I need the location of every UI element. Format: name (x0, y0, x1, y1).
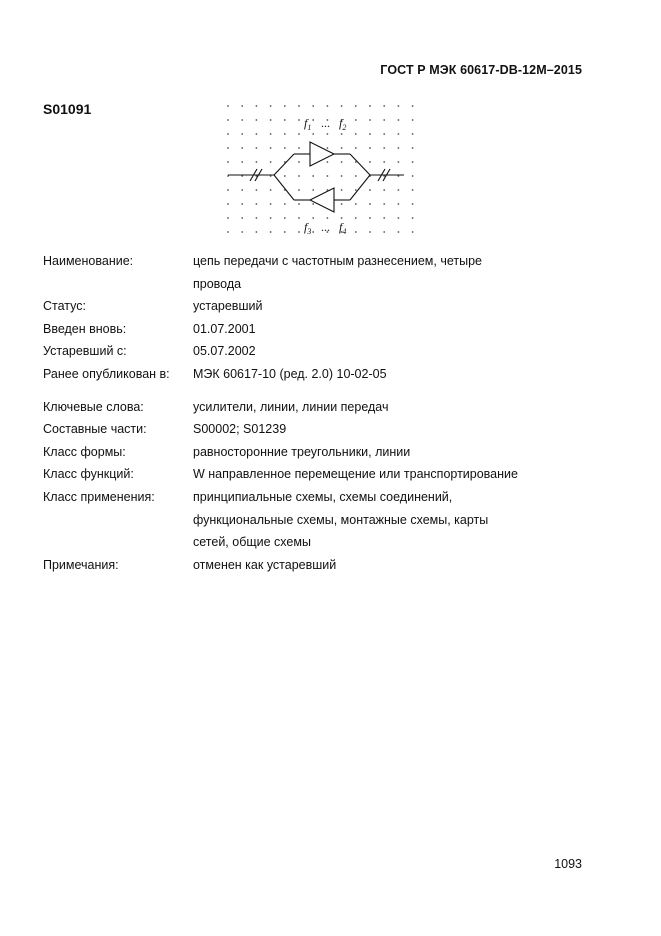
grid-dot (298, 203, 300, 205)
status-label: Статус: (43, 299, 86, 314)
notes-label: Примечания: (43, 557, 119, 572)
grid-dot (383, 147, 385, 149)
grid-dot (341, 189, 343, 191)
grid-dot (398, 119, 400, 121)
grid-dot (398, 203, 400, 205)
grid-dot (327, 133, 329, 135)
grid-dot (227, 119, 229, 121)
grid-dot (355, 189, 357, 191)
grid-dot (284, 147, 286, 149)
property-parts (43, 418, 563, 441)
grid-dot (412, 133, 414, 135)
grid-dot (398, 133, 400, 135)
grid-dot (355, 203, 357, 205)
grid-dot (412, 203, 414, 205)
name-value-line: цепь передачи с частотным разнесением, четыре (193, 254, 482, 268)
property-function-class (43, 463, 563, 486)
grid-dot (355, 105, 357, 107)
grid-dot (270, 119, 272, 121)
grid-dot (241, 147, 243, 149)
function-class-value: W направленное перемещение или транспортирование (193, 467, 518, 482)
notes-value: отменен как устаревший (193, 557, 337, 572)
grid-dot (312, 133, 314, 135)
application-class-label: Класс применения: (43, 489, 155, 504)
grid-dot (284, 217, 286, 219)
grid-dot (256, 217, 258, 219)
bottom-freq-1: $f_3$ (304, 220, 312, 236)
symbol-code: S01091 (43, 101, 92, 117)
grid-dot (369, 105, 371, 107)
shape-class-value: равносторонние треугольники, линии (193, 444, 411, 459)
grid-dot (256, 133, 258, 135)
keywords-label: Ключевые слова: (43, 399, 144, 414)
grid-dot (298, 161, 300, 163)
grid-dot (412, 161, 414, 163)
grid-dot (398, 147, 400, 149)
grid-dot (341, 161, 343, 163)
published-value: МЭК 60617-10 (ред. 2.0) 10-02-05 (193, 366, 387, 381)
grid-dot (270, 133, 272, 135)
parts-label: Составные части: (43, 422, 147, 437)
grid-dot (312, 175, 314, 177)
grid-dot (227, 231, 229, 233)
grid-dot (298, 231, 300, 233)
grid-dot (341, 105, 343, 107)
application-value-line: принципиальные схемы, схемы соединений, (193, 489, 453, 504)
grid-dot (341, 175, 343, 177)
lower-left-branch (274, 175, 294, 200)
grid-dot (270, 189, 272, 191)
grid-dot (227, 189, 229, 191)
grid-dot (256, 161, 258, 163)
grid-dot (383, 231, 385, 233)
published-label: Ранее опубликован в: (43, 366, 170, 381)
grid-dot (298, 105, 300, 107)
grid-dot (355, 133, 357, 135)
name-value-line: провода (193, 276, 242, 291)
grid-dot (398, 105, 400, 107)
grid-dot (312, 189, 314, 191)
grid-dot (412, 147, 414, 149)
grid-dot (369, 231, 371, 233)
shape-class-label: Класс формы: (43, 444, 126, 459)
upper-right-branch (350, 154, 370, 175)
property-obsolete (43, 340, 563, 363)
grid-dot (355, 175, 357, 177)
property-introduced (43, 318, 563, 341)
section-gap (43, 386, 563, 396)
grid-dot (298, 119, 300, 121)
name-value (193, 250, 563, 295)
property-application-class (43, 486, 563, 554)
grid-dot (383, 119, 385, 121)
grid-dot (383, 133, 385, 135)
page-number: 1093 (554, 857, 582, 871)
grid-dot (312, 231, 314, 233)
grid-dot (284, 105, 286, 107)
grid-dot (369, 189, 371, 191)
grid-dot (369, 161, 371, 163)
grid-dot (327, 147, 329, 149)
obsolete-value: 05.07.2002 (193, 344, 256, 359)
grid-dot (284, 119, 286, 121)
bottom-freq-2: $f_4$ (339, 220, 347, 236)
grid-dot (270, 161, 272, 163)
grid-dot (412, 105, 414, 107)
grid-dot (341, 133, 343, 135)
grid-dot (369, 119, 371, 121)
grid-dot (298, 217, 300, 219)
grid-dot (412, 119, 414, 121)
grid-dot (355, 119, 357, 121)
grid-dot (369, 133, 371, 135)
grid-dot (241, 161, 243, 163)
grid-dot (227, 105, 229, 107)
grid-dot (270, 203, 272, 205)
document-header: ГОСТ Р МЭК 60617-DB-12M–2015 (380, 63, 582, 77)
obsolete-label: Устаревший с: (43, 344, 127, 359)
grid-dot (241, 189, 243, 191)
property-notes (43, 554, 563, 577)
grid-dot (241, 231, 243, 233)
grid-dot (270, 231, 272, 233)
grid-dot (298, 189, 300, 191)
grid-dot (298, 133, 300, 135)
upper-left-branch (274, 154, 294, 175)
grid-dot (355, 217, 357, 219)
grid-dot (398, 217, 400, 219)
property-name (43, 250, 563, 295)
grid-dot (284, 133, 286, 135)
name-label: Наименование: (43, 254, 134, 268)
grid-dot (256, 147, 258, 149)
circuit-diagram (222, 100, 422, 248)
grid-dot (241, 133, 243, 135)
grid-dot (227, 217, 229, 219)
grid-dot (270, 105, 272, 107)
property-shape-class (43, 441, 563, 464)
grid-dot (284, 203, 286, 205)
grid-dot (256, 105, 258, 107)
grid-dot (398, 189, 400, 191)
grid-dot (241, 203, 243, 205)
top-freq-1: $f_1$ (304, 116, 312, 132)
grid-dot (312, 217, 314, 219)
amplifier-reverse-triangle (310, 188, 334, 212)
grid-dot (412, 175, 414, 177)
grid-dot (341, 203, 343, 205)
grid-dot (256, 119, 258, 121)
keywords-value: усилители, линии, линии передач (193, 399, 389, 414)
introduced-label: Введен вновь: (43, 321, 127, 336)
grid-dot (312, 119, 314, 121)
grid-dot (284, 175, 286, 177)
grid-dot (355, 231, 357, 233)
grid-dot (355, 147, 357, 149)
property-status (43, 295, 563, 318)
amplifier-forward-triangle (310, 142, 334, 166)
grid-dot (327, 161, 329, 163)
grid-dot (412, 217, 414, 219)
application-value-line: функциональные схемы, монтажные схемы, карты (193, 512, 489, 527)
grid-dot (227, 147, 229, 149)
diagram-svg (222, 100, 422, 248)
grid-dot (227, 203, 229, 205)
property-keywords (43, 396, 563, 419)
grid-dot (298, 147, 300, 149)
grid-dot (369, 217, 371, 219)
grid-dot (383, 161, 385, 163)
property-published (43, 363, 563, 386)
grid-dot (383, 203, 385, 205)
grid-dot (284, 231, 286, 233)
application-class-value (193, 486, 563, 554)
grid-dot (369, 147, 371, 149)
function-class-label: Класс функций: (43, 467, 134, 482)
grid-dot (341, 217, 343, 219)
grid-dot (270, 217, 272, 219)
grid-dot (383, 217, 385, 219)
grid-dot (398, 161, 400, 163)
grid-dot (270, 147, 272, 149)
introduced-value: 01.07.2001 (193, 321, 256, 336)
status-value: устаревший (193, 299, 263, 314)
grid-dot (412, 189, 414, 191)
grid-dot (227, 161, 229, 163)
grid-dot (241, 105, 243, 107)
grid-dot (398, 231, 400, 233)
grid-dot (383, 189, 385, 191)
properties-table (43, 250, 563, 576)
grid-dot (227, 133, 229, 135)
grid-dot (369, 203, 371, 205)
grid-dot (241, 217, 243, 219)
grid-dot (312, 105, 314, 107)
grid-dot (298, 175, 300, 177)
grid-dot (412, 231, 414, 233)
bottom-ellipsis: ... (321, 220, 330, 234)
grid-dot (327, 105, 329, 107)
lower-right-branch (350, 175, 370, 200)
parts-value: S00002; S01239 (193, 422, 287, 437)
grid-dot (383, 105, 385, 107)
top-ellipsis: ... (321, 116, 330, 130)
grid-dot (241, 119, 243, 121)
grid-dot (256, 189, 258, 191)
grid-dot (256, 231, 258, 233)
application-value-line: сетей, общие схемы (193, 535, 311, 550)
top-freq-2: $f_2$ (339, 116, 347, 132)
grid-dot (256, 203, 258, 205)
grid-dot (327, 175, 329, 177)
grid-dot (312, 203, 314, 205)
grid-dot (341, 147, 343, 149)
grid-dot (327, 217, 329, 219)
